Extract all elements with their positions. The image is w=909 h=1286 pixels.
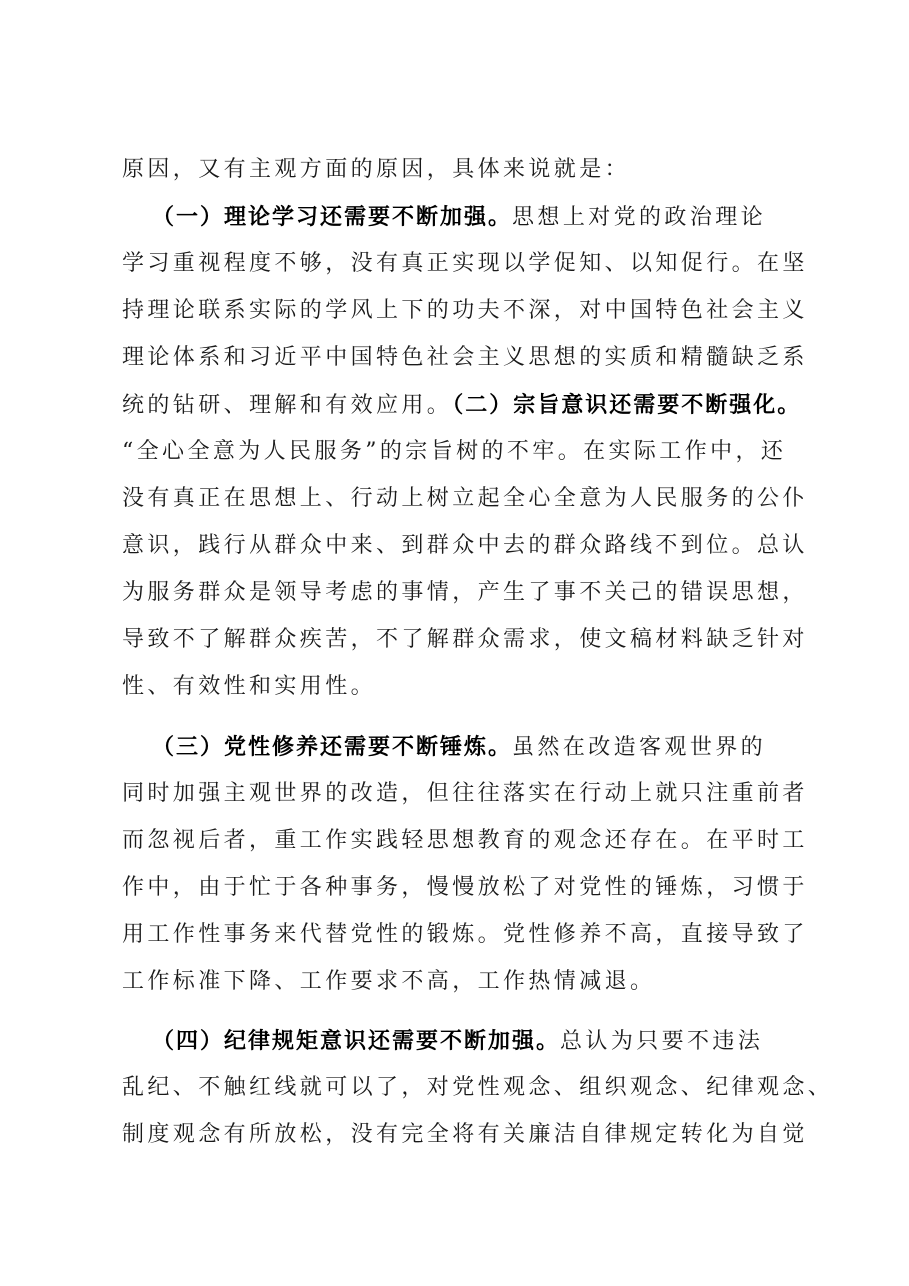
line-text: 工作标准下降、工作要求不高，工作热情减退。	[122, 969, 656, 994]
line-text: 用工作性事务来代替党性的锻炼。党性修养不高，直接导致了	[122, 922, 808, 947]
text-line	[122, 920, 808, 950]
text-line	[122, 390, 801, 421]
line-text: 意识，践行从群众中来、到群众中去的群众路线不到位。总认	[122, 533, 808, 558]
section-heading-line	[152, 732, 766, 763]
line-text: 导致不了解群众疾苦，不了解群众需求，使文稿材料缺乏针对	[122, 627, 808, 652]
text-line	[122, 873, 808, 903]
text-line	[122, 779, 808, 809]
section-heading-theory-study: （一）理论学习还需要不断加强。	[152, 204, 513, 230]
line-text: 作中，由于忙于各种事务，慢慢放松了对党性的锤炼，习惯于	[122, 875, 808, 900]
text-line	[122, 249, 808, 279]
text-line	[122, 1120, 808, 1150]
section-heading-discipline: （四）纪律规矩意识还需要不断加强。	[152, 1028, 561, 1054]
line-text: 原因，又有主观方面的原因，具体来说就是：	[122, 157, 631, 182]
line-text: 同时加强主观世界的改造，但往往落实在行动上就只注重前者	[122, 781, 808, 806]
line-text: 而忽视后者，重工作实践轻思想教育的观念还存在。在平时工	[122, 828, 808, 853]
line-text: 持理论联系实际的学风上下的功夫不深，对中国特色社会主义	[122, 298, 808, 323]
line-text: 乱纪、不触红线就可以了，对党性观念、组织观念、纪律观念、	[122, 1075, 834, 1100]
line-text: 制度观念有所放松，没有完全将有关廉洁自律规定转化为自觉	[122, 1122, 808, 1147]
line-text: “全心全意为人民服务”的宗旨树的不牢。在实际工作中，还	[122, 439, 787, 464]
section-heading-purpose-awareness: （二）宗旨意识还需要不断强化。	[452, 392, 802, 418]
text-line	[122, 484, 808, 514]
text-line	[122, 1073, 833, 1103]
line-text: 没有真正在思想上、行动上树立起全心全意为人民服务的公仆	[122, 486, 808, 511]
section-heading-line	[152, 202, 766, 233]
text-line	[122, 296, 808, 326]
line-text: 为服务群众是领导考虑的事情，产生了事不关己的错误思想，	[122, 580, 808, 605]
text-line	[122, 578, 808, 608]
line-text: 虽然在改造客观世界的	[512, 735, 767, 760]
text-line	[122, 967, 655, 997]
text-line	[122, 625, 808, 655]
text-line	[122, 155, 630, 185]
text-line	[122, 437, 786, 467]
line-text: 思想上对党的政治理论	[512, 205, 767, 230]
line-text: 学习重视程度不够，没有真正实现以学促知、以知促行。在坚	[122, 251, 808, 276]
section-heading-line	[152, 1026, 763, 1057]
text-line	[122, 531, 808, 561]
line-text: 性、有效性和实用性。	[122, 674, 377, 699]
text-line	[122, 826, 808, 856]
section-heading-party-spirit: （三）党性修养还需要不断锤炼。	[152, 734, 513, 760]
text-line	[122, 672, 376, 702]
line-text: 理论体系和习近平中国特色社会主义思想的实质和精髓缺乏系	[122, 345, 808, 370]
line-text: 统的钻研、理解和有效应用。	[122, 393, 453, 418]
line-text: 总认为只要不违法	[560, 1029, 764, 1054]
text-line	[122, 343, 808, 373]
